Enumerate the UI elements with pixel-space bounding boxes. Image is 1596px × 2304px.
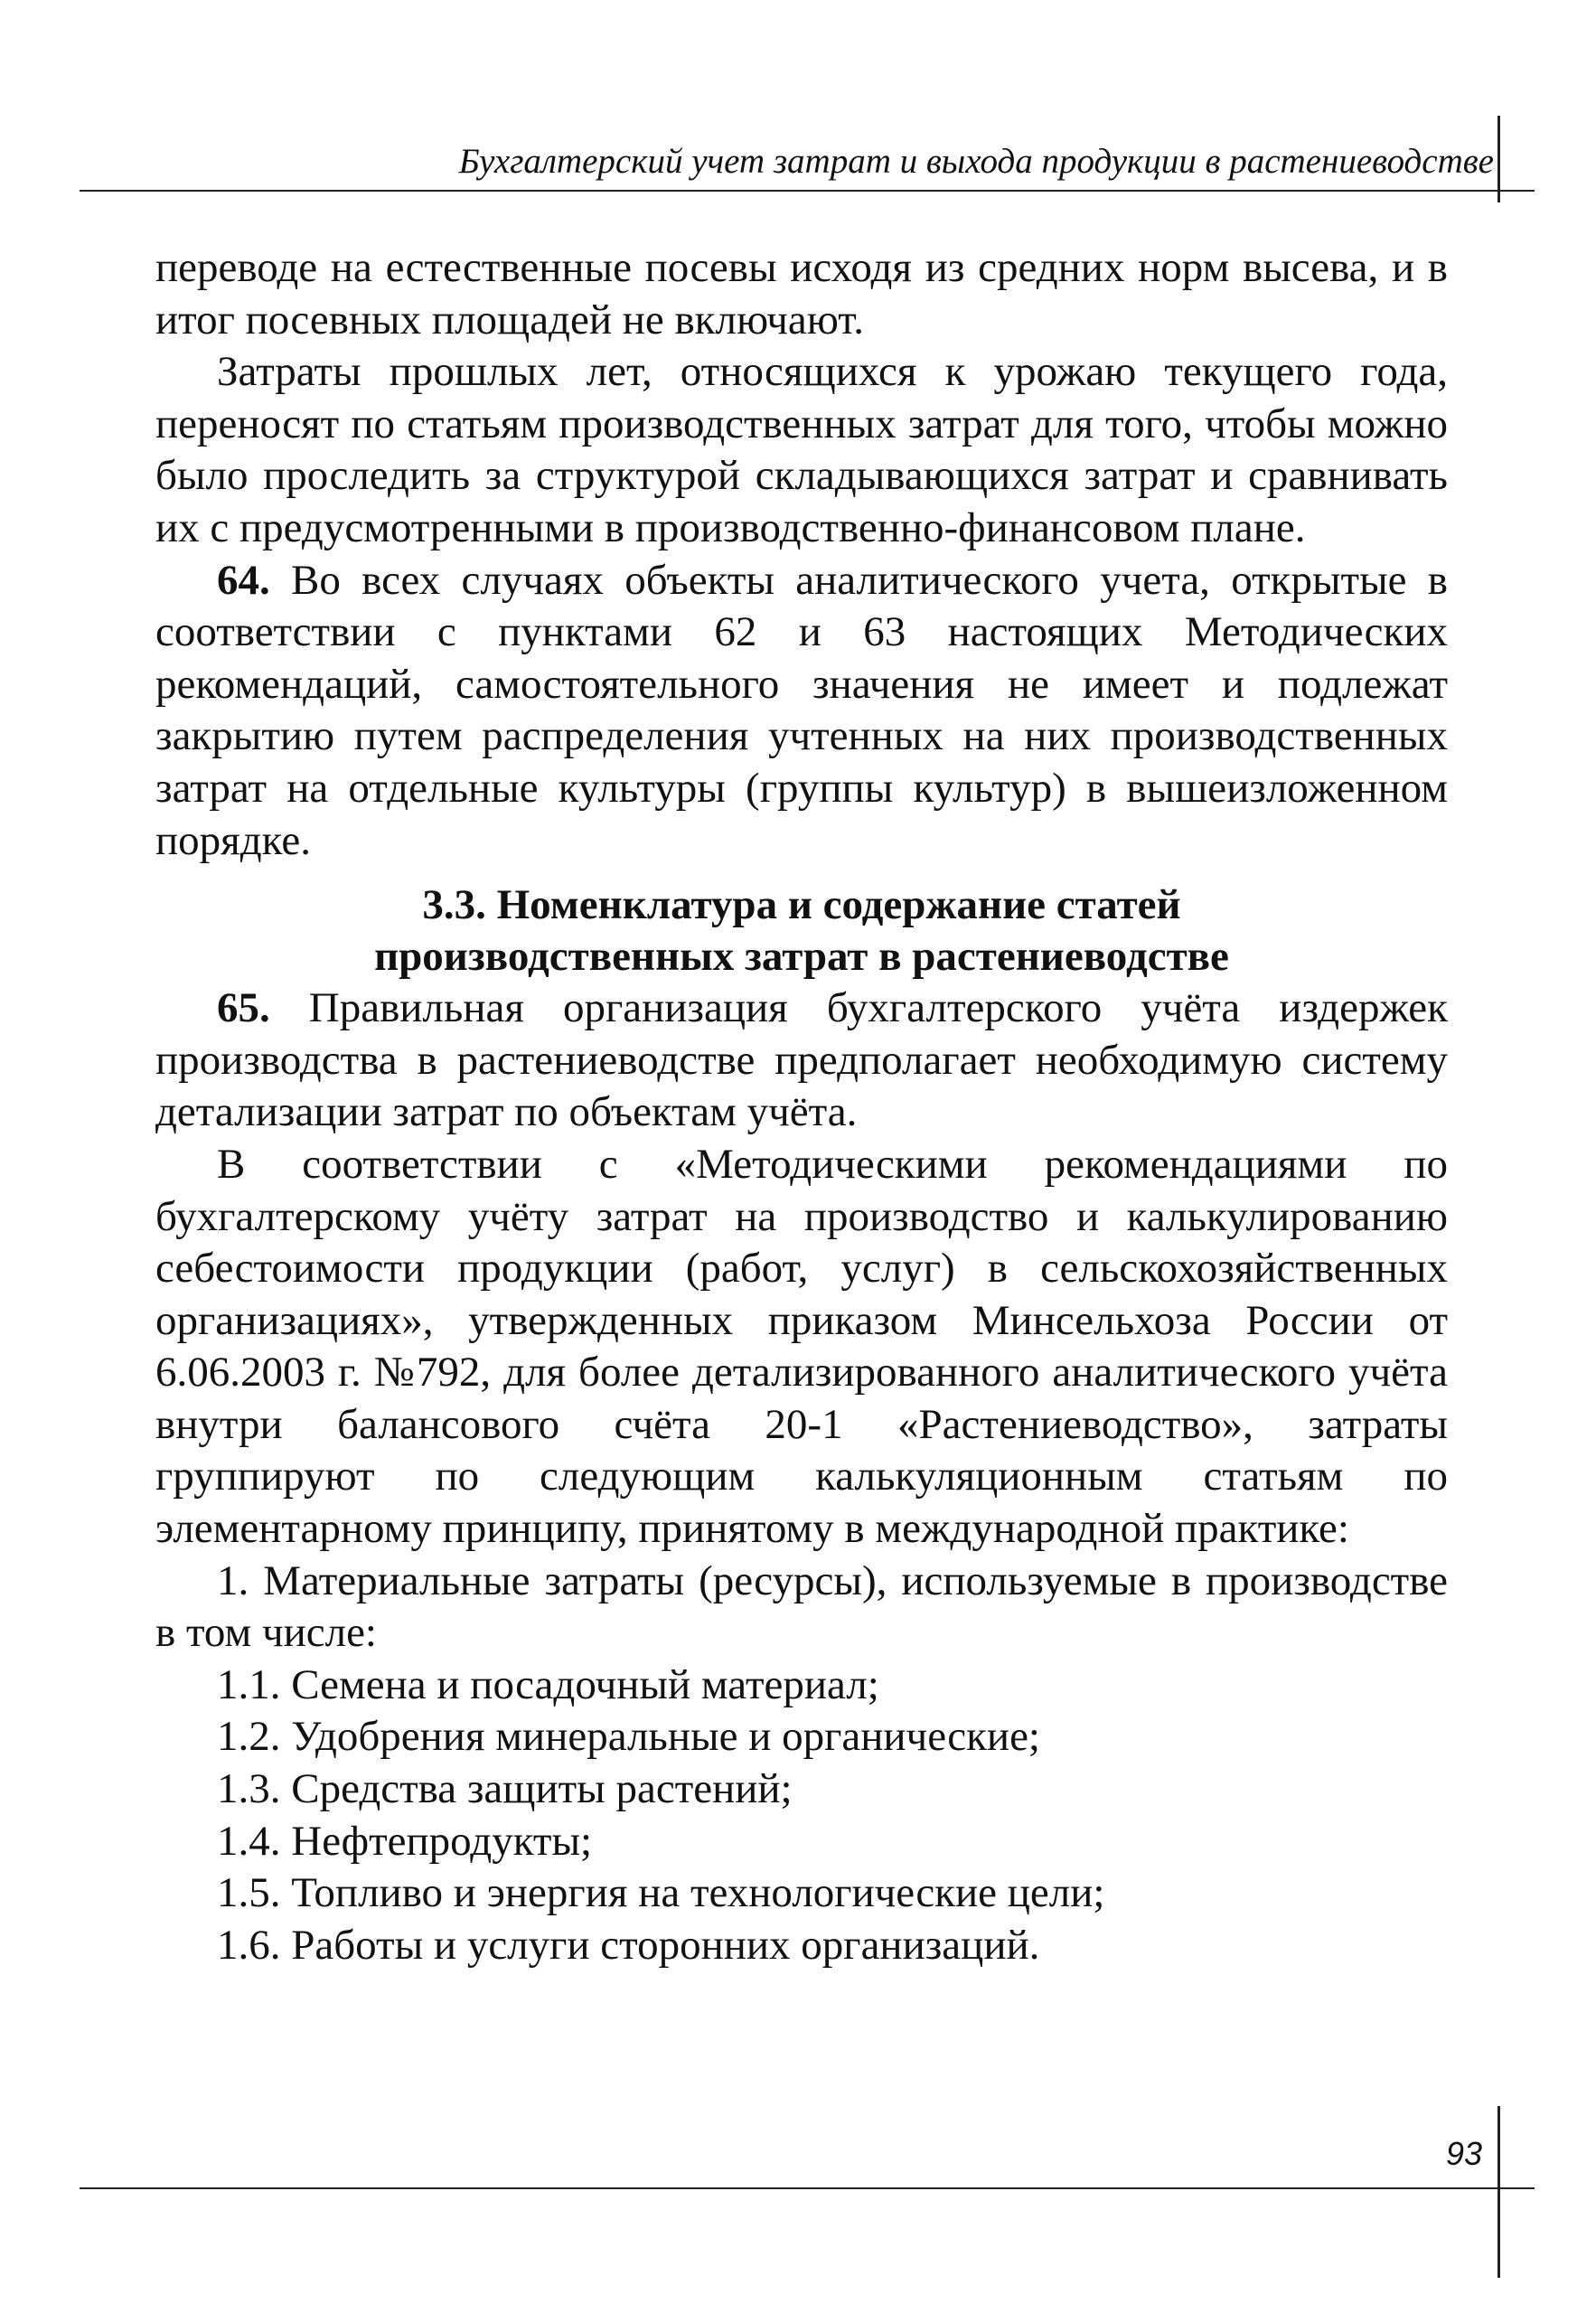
- running-title: Бухгалтерский учет затрат и выхода продукции в растениеводстве: [458, 142, 1494, 181]
- page-body: [155, 242, 1448, 1971]
- paragraph-prior-year-costs: Затраты прошлых лет, относящихся к урожаю текущего года, переносят по статьям производственных затрат для того, чтобы можно было проследить за структурой складывающихся затрат и сравнивать их с предусмотренными в производственно-финансовом плане.: [155, 348, 1448, 551]
- section-heading-line-2: производственных затрат в растениеводстве: [374, 933, 1229, 981]
- paragraph-continuation: переводе на естественные посевы исходя из средних норм высева, и в итог посевных площадей не включают.: [155, 244, 1448, 343]
- page-number: 93: [1445, 2135, 1482, 2172]
- clause-number-64: 64.: [217, 556, 270, 604]
- list-item-1: 1. Материальные затраты (ресурсы), используемые в производстве в том числе:: [155, 1556, 1448, 1657]
- list-item-1-6: 1.6. Работы и услуги сторонних организаций.: [217, 1921, 1040, 1969]
- section-heading: [155, 879, 1448, 983]
- list-item-1-5: 1.5. Топливо и энергия на технологические цели;: [217, 1869, 1105, 1917]
- list-item-1-2: 1.2. Удобрения минеральные и органические;: [217, 1713, 1040, 1761]
- list-item-1-3: 1.3. Средства защиты растений;: [217, 1765, 793, 1813]
- clause-number-65: 65.: [217, 984, 270, 1032]
- section-heading-line-1: 3.3. Номенклатура и содержание статей: [422, 881, 1181, 929]
- footer-rule: [80, 2187, 1535, 2189]
- page-header: [80, 116, 1535, 193]
- page-footer: [80, 2135, 1535, 2278]
- paragraph-65-text: Правильная организация бухгалтерского учёта издержек производства в растениеводстве предполагает необходимую систему детализации затрат по объектам учёта.: [155, 984, 1448, 1136]
- paragraph-methodology: В соответствии с «Методическими рекомендациями по бухгалтерскому учёту затрат на производство и калькулированию себестоимости продукции (работ, услуг) в сельскохозяйственных организациях», утвержденных приказом Минсельхоза России от 6.06.2003 г. №792, для более детализированного аналитического учёта внутри балансового счёта 20-1 «Растениеводство», затраты группируют по следующим калькуляционным статьям по элементарному принципу, принятому в международной практике:: [155, 1140, 1448, 1553]
- list-item-1-1: 1.1. Семена и посадочный материал;: [217, 1660, 879, 1708]
- header-tick: [1497, 116, 1500, 202]
- paragraph-64-text: Во всех случаях объекты аналитического учета, открытые в соответствии с пунктами 62 и 63 настоящих Методических рекомендаций, самостоятельного значения не имеет и подлежат закрытию путем распределения учтенных на них производственных затрат на отдельные культуры (группы культур) в вышеизложенном порядке.: [155, 556, 1448, 864]
- list-item-1-4: 1.4. Нефтепродукты;: [217, 1817, 593, 1865]
- paragraph-65: [155, 983, 1448, 1139]
- footer-tick: [1497, 2106, 1500, 2278]
- header-rule: [80, 190, 1535, 192]
- paragraph-64: [155, 555, 1448, 868]
